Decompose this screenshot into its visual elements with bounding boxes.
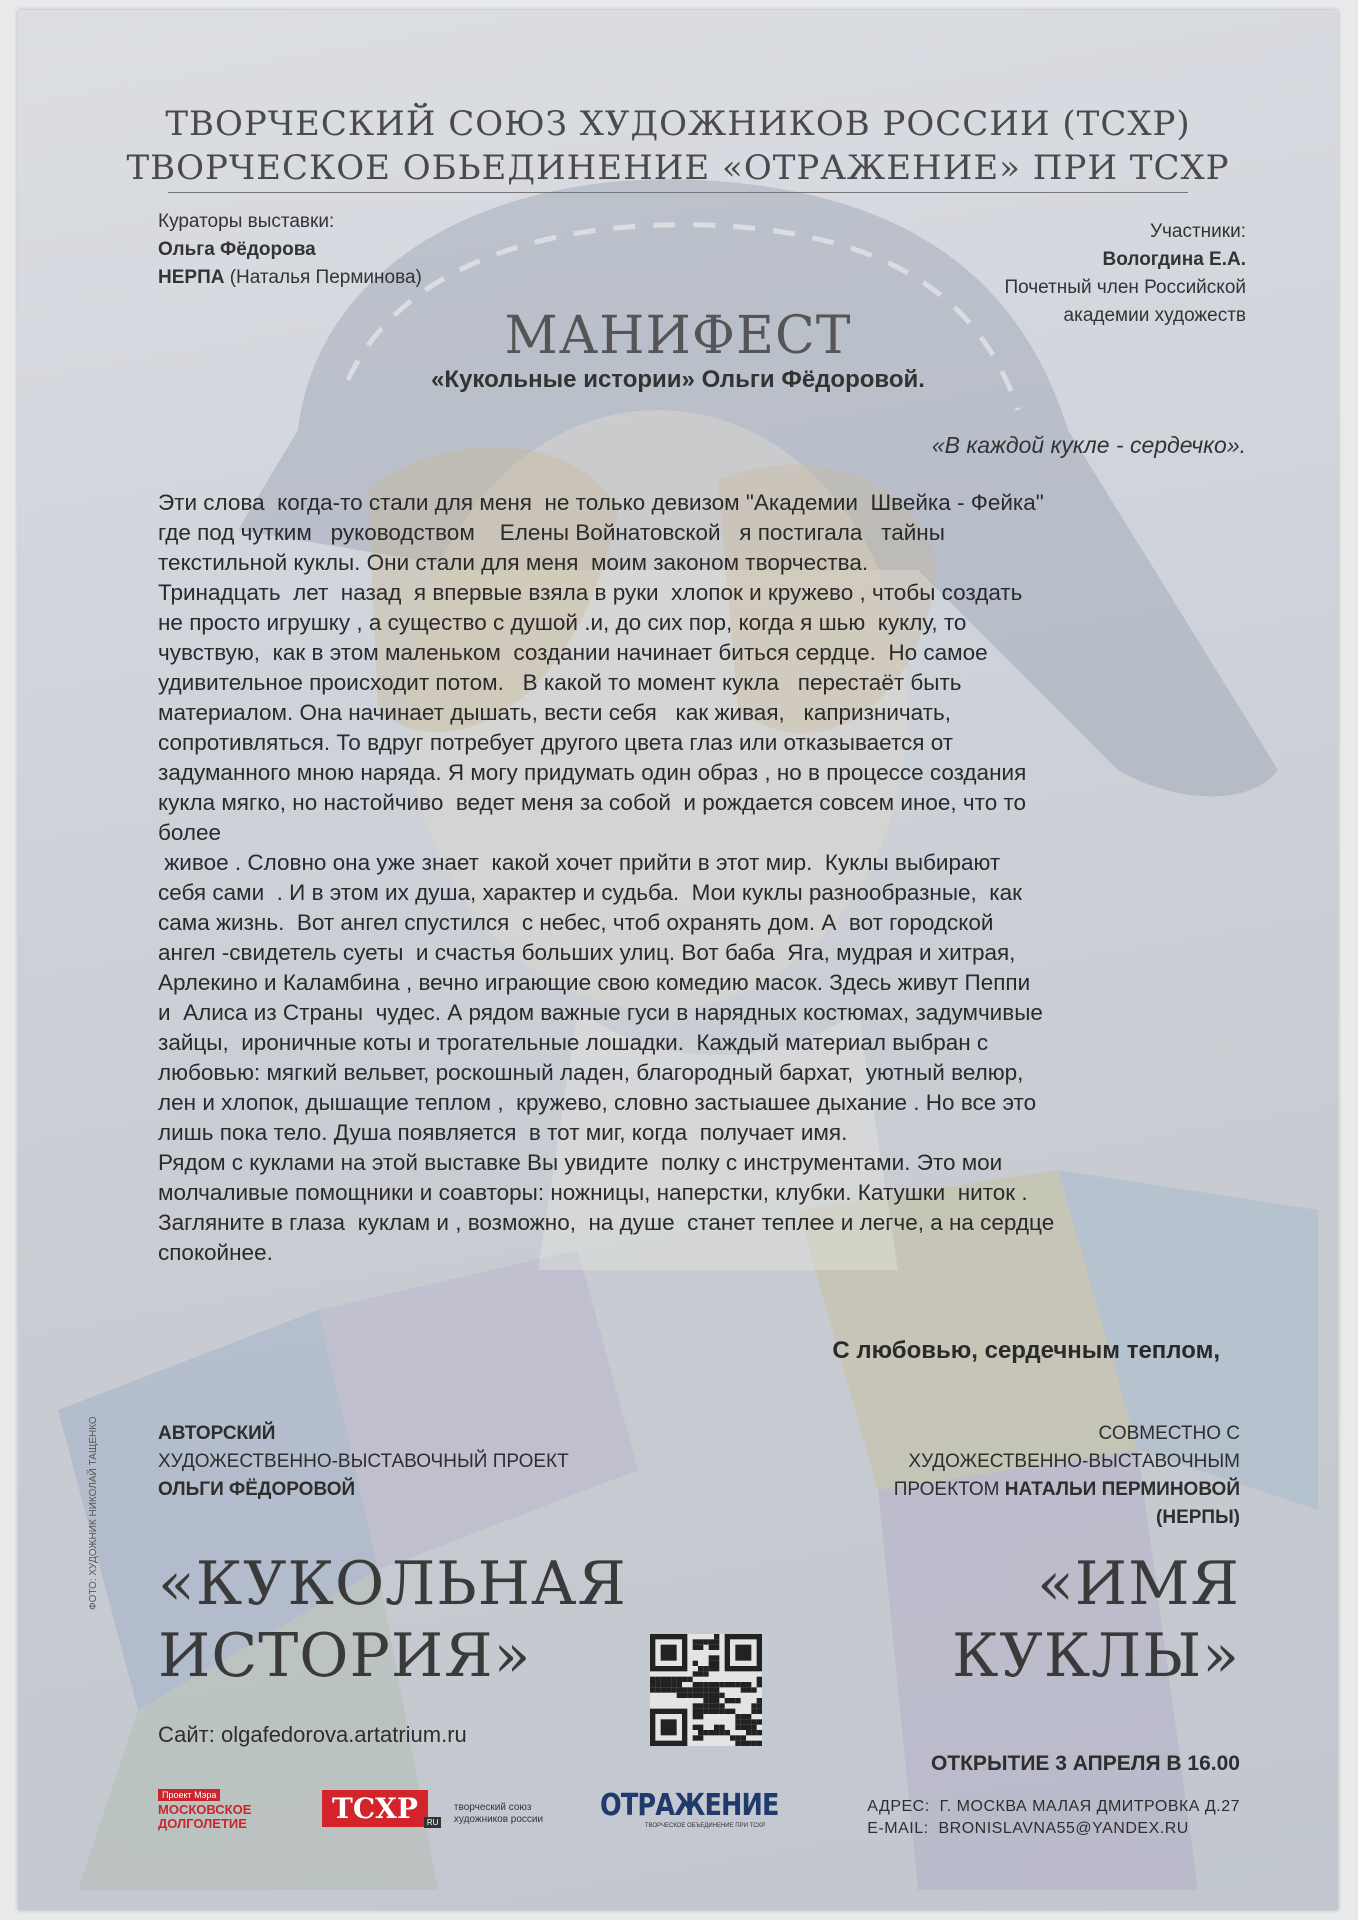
address-line — [867, 1796, 1240, 1818]
participant-title-2: академии художеств — [1063, 305, 1246, 326]
body-line: чувствую, как в этом маленьком создании начинает биться сердце. Но самое — [158, 640, 988, 665]
body-line: себя сами . И в этом их душа, характер и судьба. Мои куклы разнообразные, как — [158, 880, 1022, 905]
moscow-longevity-line-2: ДОЛГОЛЕТИЕ — [158, 1816, 247, 1831]
email-label: E-MAIL: — [867, 1820, 929, 1837]
website-line — [158, 1722, 467, 1748]
exhibition-title-right-line-1: «ИМЯ — [1037, 1549, 1240, 1619]
project-left-line-2: ХУДОЖЕСТВЕННО-ВЫСТАВОЧНЫЙ ПРОЕКТ — [158, 1451, 569, 1472]
project-right-block — [894, 1420, 1240, 1532]
participant-title-1: Почетный член Российской — [1004, 277, 1246, 298]
body-line: Тринадцать лет назад я впервые взяла в руки хлопок и кружево , чтобы создать — [158, 580, 1023, 605]
exhibition-title-left — [158, 1548, 627, 1692]
curator-2-fullname: (Наталья Перминова) — [224, 267, 422, 288]
tsxr-logo-ru: RU — [424, 1817, 442, 1828]
project-right-line-1: СОВМЕСТНО С — [1098, 1423, 1240, 1444]
body-line: не просто игрушку , а существо с душой .и, до сих пор, когда я шью куклу, то — [158, 610, 967, 635]
tsxr-logo-text-2: художников россии — [453, 1813, 544, 1825]
project-left-line-1: АВТОРСКИЙ — [158, 1423, 276, 1444]
exhibition-title-right-line-2: КУКЛЫ» — [951, 1621, 1240, 1691]
tsxr-logo-mark: ТСХР — [322, 1790, 428, 1827]
signature-line: С любовью, сердечным теплом, — [832, 1337, 1220, 1364]
moscow-longevity-tag: Проект Мэра — [158, 1789, 220, 1801]
tsxr-logo-text-1: творческий союз — [453, 1801, 532, 1813]
address-value: Г. МОСКВА МАЛАЯ ДМИТРОВКА Д.27 — [939, 1798, 1240, 1815]
otrazhenie-logo-subtitle: ТВОРЧЕСКОЕ ОБЪЕДИНЕНИЕ ПРИ ТСХР — [644, 1823, 766, 1829]
body-line: зайцы, ироничные коты и трогательные лошадки. Каждый материал выбран с — [158, 1030, 989, 1055]
otrazhenie-logo — [600, 1788, 810, 1829]
poster-sheet — [18, 10, 1338, 1910]
body-line: и Алиса из Страны чудес. А рядом важные гуси в нарядных костюмах, задумчивые — [158, 1000, 1043, 1025]
otrazhenie-logo-mark: ОТРАЖЕНИЕ — [600, 1788, 779, 1823]
body-line: сопротивляться. То вдруг потребует другого цвета глаз или отказывается от — [158, 730, 954, 755]
exhibition-title-left-line-2: ИСТОРИЯ» — [158, 1621, 532, 1691]
body-line: Загляните в глаза куклам и , возможно, на душе станет теплее и легче, а на сердце — [158, 1210, 1055, 1235]
body-line: Рядом с куклами на этой выставке Вы увидите полку с инструментами. Это мои — [158, 1150, 1003, 1175]
exhibition-title-right — [952, 1548, 1240, 1692]
body-line: ангел -свидетель суеты и счастья больших улиц. Вот баба Яга, мудрая и хитрая, — [158, 940, 1016, 965]
body-line: лен и хлопок, дышащие теплом , кружево, словно застыашее дыхание . Но все это — [158, 1090, 1037, 1115]
tsxr-logo-text — [454, 1802, 543, 1826]
body-line: любовью: мягкий вельвет, роскошный ладен, благородный бархат, уютный велюр, — [158, 1060, 1024, 1085]
curator-1: Ольга Фёдорова — [158, 239, 316, 260]
manifest-body — [158, 488, 1258, 1268]
photo-credit: ФОТО: ХУДОЖНИК НИКОЛАЙ ТАЩЕНКО — [88, 1416, 99, 1610]
curators-label: Кураторы выставки: — [158, 211, 335, 232]
body-line: спокойнее. — [158, 1240, 273, 1265]
manifest-subtitle: «Кукольные истории» Ольги Фёдоровой. — [431, 366, 925, 393]
body-line: текстильной куклы. Они стали для меня моим законом творчества. — [158, 550, 869, 575]
moscow-longevity-logo — [158, 1785, 254, 1831]
body-line: где под чутким руководством Елены Войнатовской я постигала тайны — [158, 520, 945, 545]
curator-2-nickname: НЕРПА — [158, 267, 225, 288]
header-divider — [168, 192, 1188, 193]
website-label: Сайт: — [158, 1722, 215, 1747]
body-line: кукла мягко, но настойчиво ведет меня за собой и рождается совсем иное, что то — [158, 790, 1027, 815]
moscow-longevity-line-1: МОСКОВСКОЕ — [158, 1802, 252, 1817]
tsxr-logo — [322, 1790, 543, 1827]
email-line — [867, 1818, 1240, 1840]
project-right-line-3-name: НАТАЛЬИ ПЕРМИНОВОЙ — [1004, 1479, 1240, 1500]
participant-name: Вологдина Е.А. — [1102, 249, 1246, 270]
body-line: Арлекино и Каламбина , вечно играющие свою комедию масок. Здесь живут Пеппи — [158, 970, 1031, 995]
header-line-2: ТВОРЧЕСКОЕ ОБЬЕДИНЕНИЕ «ОТРАЖЕНИЕ» ПРИ ТСХР — [126, 148, 1230, 188]
address-label: АДРЕС: — [867, 1798, 930, 1815]
project-right-line-2: ХУДОЖЕСТВЕННО-ВЫСТАВОЧНЫМ — [908, 1451, 1240, 1472]
project-right-line-3 — [894, 1476, 1240, 1504]
body-line: живое . Словно она уже знает какой хочет прийти в этот мир. Куклы выбирают — [158, 850, 1001, 875]
body-line: молчаливые помощники и соавторы: ножницы, наперстки, клубки. Катушки ниток . — [158, 1180, 1028, 1205]
website-link[interactable]: olgafedorova.artatrium.ru — [220, 1722, 467, 1747]
curators-block — [158, 208, 422, 292]
participants-label: Участники: — [1149, 221, 1246, 242]
manifest-motto: «В каждой кукле - сердечко». — [931, 432, 1246, 458]
body-line: лишь пока тело. Душа появляется в тот миг, когда получает имя. — [158, 1120, 848, 1145]
qr-code[interactable] — [650, 1634, 762, 1746]
project-left-line-3: ОЛЬГИ ФЁДОРОВОЙ — [158, 1479, 356, 1500]
body-line: удивительное происходит потом. В какой то момент кукла перестаёт быть — [158, 670, 962, 695]
contact-block — [867, 1796, 1240, 1840]
curator-2 — [158, 264, 422, 292]
opening-date: ОТКРЫТИЕ 3 АПРЕЛЯ В 16.00 — [930, 1752, 1240, 1775]
body-line: сама жизнь. Вот ангел спустился с небес, чтоб охранять дом. А вот городской — [158, 910, 994, 935]
email-value[interactable]: BRONISLAVNA55@YANDEX.RU — [938, 1820, 1189, 1837]
project-right-line-4: (НЕРПЫ) — [1156, 1507, 1240, 1528]
project-right-line-3-prefix: ПРОЕКТОМ — [893, 1479, 1005, 1500]
header-line-1: ТВОРЧЕСКИЙ СОЮЗ ХУДОЖНИКОВ РОССИИ (ТСХР) — [165, 104, 1191, 144]
body-line: материалом. Она начинает дышать, вести себя как живая, капризничать, — [158, 700, 951, 725]
body-line: Эти слова когда-то стали для меня не только девизом "Академии Швейка - Фейка" — [158, 490, 1044, 515]
body-line: задуманного мною наряда. Я могу придумать один образ , но в процессе создания — [158, 760, 1027, 785]
manifest-title: МАНИФЕСТ — [504, 306, 852, 366]
body-line: более — [158, 820, 222, 845]
exhibition-title-left-line-1: «КУКОЛЬНАЯ — [158, 1549, 627, 1619]
project-left-block — [158, 1420, 569, 1504]
